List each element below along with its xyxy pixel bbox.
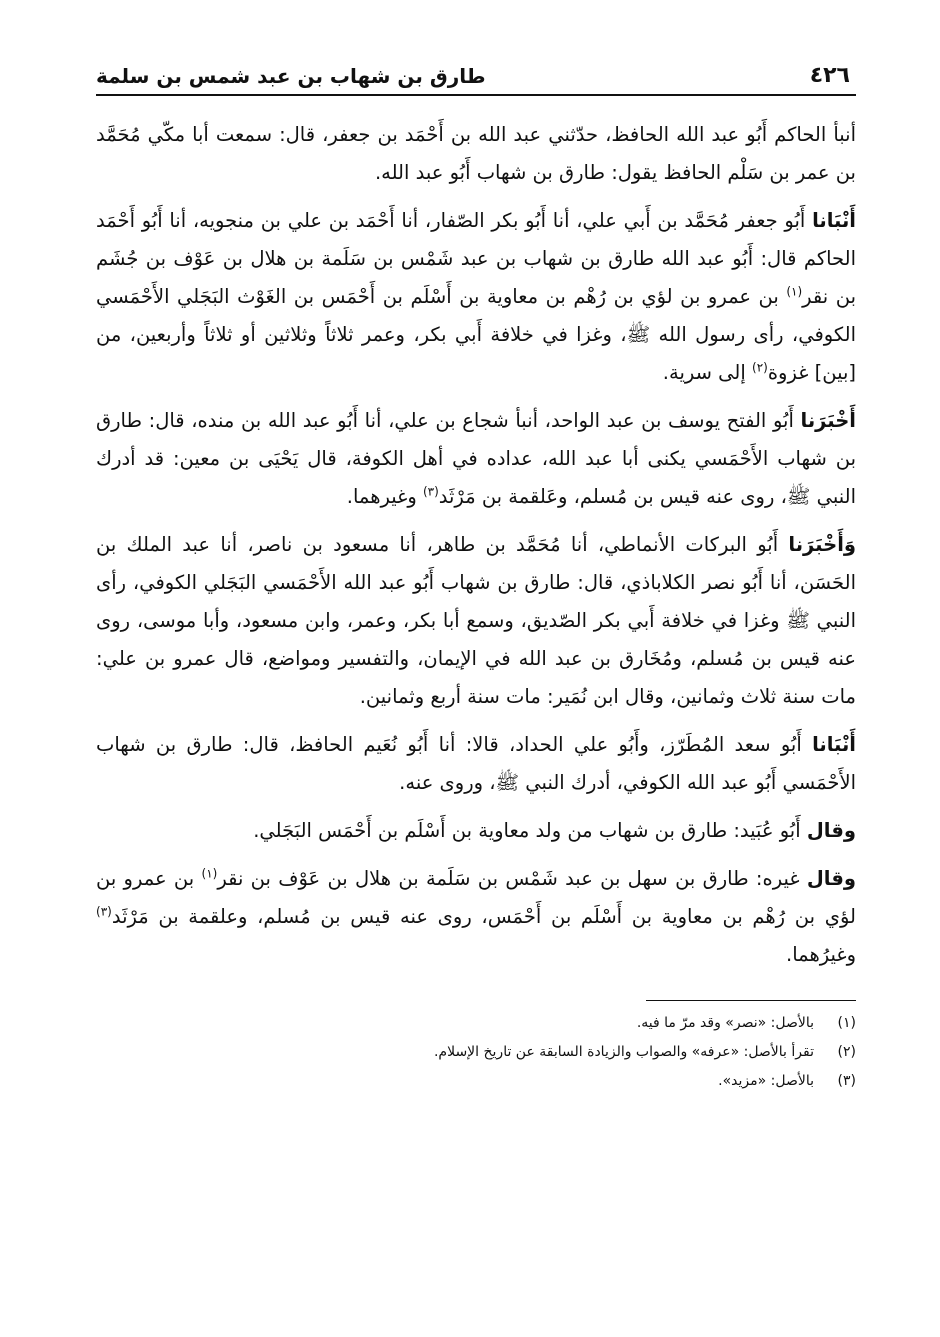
paragraph-text: أَبُو الفتح يوسف بن عبد الواحد، أنبأ شجاع بن علي، أنا أَبُو عبد الله بن منده، قال: طارق بن شهاب الأَحْمَسي يكنى أبا عبد الله، عداده في أهل الكوفة، قال يَحْيَى بن معين: قد أدرك النبي ﷺ، روى عنه قيس بن مُسلم، وعَلقمة بن مَرْثَد: [96, 409, 856, 508]
footnote-1: [96, 1009, 856, 1038]
footnote-ref: (٢): [752, 360, 768, 375]
footnote-3: [96, 1067, 856, 1096]
paragraph-3: [96, 402, 856, 516]
footnote-text: تقرأ بالأصل: «عرفه» والصواب والزيادة السابقة عن تاريخ الإسلام.: [433, 1044, 814, 1060]
paragraph-text: أَبُو البركات الأنماطي، أنا مُحَمَّد بن طاهر، أنا مسعود بن ناصر، أنا عبد الملك بن الحَسَن، أنا أَبُو نصر الكلاباذي، قال: طارق بن شهاب أَبُو عبد الله الأَحْمَسي البَجَلي الكوفي، رأى النبي ﷺ وغزا في خلافة أَبي بكر الصّديق، وسمع أبا بكر، وعمر، وابن مسعود، وأبا موسى، روى عنه قيس بن مُسلم، ومُخَارق بن عبد الله في الإيمان، والتفسير ومواضع، قال عمرو بن علي: مات سنة ثلاث وثمانين، وقال ابن نُمَير: مات سنة أربع وثمانين.: [96, 533, 856, 708]
paragraph-lead: وَأَخْبَرَنا: [788, 533, 856, 556]
paragraph-6: [96, 812, 856, 850]
footnotes: [96, 1009, 856, 1096]
paragraph-7: [96, 860, 856, 974]
paragraph-text: وغيرُهما.: [786, 943, 856, 966]
paragraph-text: بن عمرو بن لؤي بن رُهْم بن معاوية بن أَسْلَم بن أَحْمَس، روى عنه قيس بن مُسلم، وعلقمة بن مَرْثَد: [96, 867, 856, 928]
paragraph-lead: وقال: [806, 819, 856, 842]
paragraph-5: [96, 726, 856, 802]
footnote-text: بالأصل: «مزيد».: [718, 1073, 814, 1089]
paragraph-lead: أَنْبَانا: [812, 209, 856, 232]
paragraph-lead: أَنْبَانا: [812, 733, 856, 756]
paragraph-lead: وقال: [806, 867, 856, 890]
paragraph-1: [96, 116, 856, 192]
footnote-2: [96, 1038, 856, 1067]
footnote-ref: (١): [786, 284, 803, 299]
footnote-ref: (٣): [422, 484, 439, 499]
footnote-text: بالأصل: «نصر» وقد مرّ ما فيه.: [636, 1015, 814, 1031]
paragraph-text: أَبُو سعد المُطَرّز، وأَبُو علي الحداد، قالا: أنا أَبُو نُعَيم الحافظ، قال: طارق بن شهاب الأَحْمَسي أَبُو عبد الله الكوفي، أدرك النبي ﷺ، وروى عنه.: [96, 733, 856, 794]
body-text: [96, 116, 856, 974]
footnote-ref: (٣): [96, 904, 112, 919]
paragraph-text: إلى سرية.: [662, 361, 752, 384]
paragraph-2: [96, 202, 856, 392]
paragraph-text: أَبُو عُبَيد: طارق بن شهاب من ولد معاوية بن أَسْلَم بن أَحْمَس البَجَلي.: [253, 819, 807, 842]
page-number: ٤٢٦: [809, 63, 850, 88]
footnote-number: (٣): [837, 1073, 856, 1089]
footnote-number: (٢): [837, 1044, 856, 1060]
paragraph-text: أَبُو جعفر مُحَمَّد بن أَبي علي، أنا أَبُو بكر الصّفار، أنا أَحْمَد بن علي بن منجويه، أنا أَبُو أَحْمَد الحاكم قال: أَبُو عبد الله طارق بن شهاب بن عبد شَمْس بن سَلَمة بن هلال بن عَوْف بن جُشَم بن نقر: [96, 209, 856, 308]
footnote-number: (١): [837, 1015, 856, 1031]
book-page: [96, 44, 856, 1314]
paragraph-text: غيره: طارق بن سهل بن عبد شَمْس بن سَلَمة بن هلال بن عَوْف بن نقر: [217, 867, 807, 890]
paragraph-text: بن عمرو بن لؤي بن رُهْم بن معاوية بن أَسْلَم بن أَحْمَس بن الغَوْث البَجَلي الأَحْمَسي الكوفي، رأى رسول الله ﷺ، وغزا في خلافة أَبي بكر، وعمر ثلاثاً وثلاثين أو ثلاثاً وأربعين، من [بين] غزوة: [96, 285, 856, 384]
footnote-divider: [646, 1000, 856, 1001]
paragraph-text: أنبأ الحاكم أَبُو عبد الله الحافظ، حدّثني عبد الله بن أَحْمَد بن جعفر، قال: سمعت أبا مكّي مُحَمَّد بن عمر بن سَلْم الحافظ يقول: طارق بن شهاب أَبُو عبد الله.: [96, 123, 856, 184]
header-title: طارق بن شهاب بن عبد شمس بن سلمة: [96, 64, 486, 88]
paragraph-text: وغيرهما.: [346, 485, 423, 508]
footnote-ref: (١): [201, 866, 218, 881]
paragraph-lead: أَخْبَرَنا: [800, 409, 856, 432]
paragraph-4: [96, 526, 856, 716]
running-header: [96, 44, 856, 96]
